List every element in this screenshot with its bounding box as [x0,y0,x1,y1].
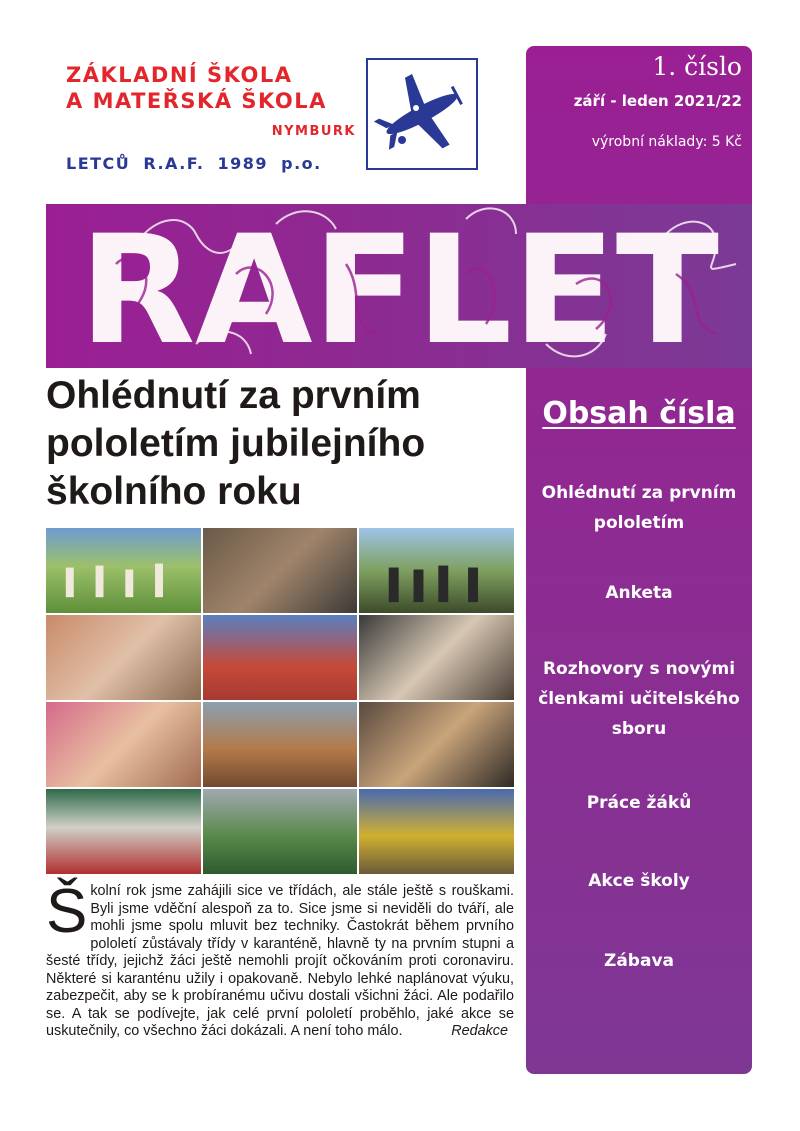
school-name-line2: A MATEŘSKÁ ŠKOLA [66,89,327,113]
masthead-banner [46,204,752,368]
photo-table-work [359,615,514,700]
issue-cost: výrobní náklady: 5 Kč [591,134,742,150]
airplane-icon [368,60,476,168]
toc-title: Obsah čísla [542,396,736,431]
toc-item-survey[interactable]: Anketa [605,583,673,603]
school-town: NYMBURK [271,124,356,139]
issue-number: 1. číslo [652,52,742,81]
photo-outdoor-group [46,528,201,613]
article-signature: Redakce [451,1023,508,1039]
photo-running-track [203,615,358,700]
toc-item-student-work[interactable]: Práce žáků [586,793,692,813]
photo-classroom-rows [203,702,358,787]
photo-outdoor-kids [359,528,514,613]
issue-date: září - leden 2021/22 [573,92,742,110]
toc-item-interviews[interactable]: Rozhovory s novými členkami učitelského sboru [538,659,740,739]
sidebar-panel [526,46,752,1074]
masthead-title: RAFLET [79,204,719,368]
photo-yellow-shirts [359,789,514,874]
toc-item-review[interactable]: Ohlédnutí za prvním pololetím [541,483,737,533]
photo-sports-field [203,789,358,874]
photo-girl-desk [46,702,201,787]
photo-collage [46,528,514,874]
photo-crafts [359,702,514,787]
school-name [66,62,356,114]
masthead-graphic [46,204,752,368]
school-subtitle: LETCŮ R.A.F. 1989 p.o. [66,154,322,173]
toc-item-school-events[interactable]: Akce školy [588,871,690,891]
article-text: kolní rok jsme zahájili sice ve třídách, ale stále ještě s rouškami. Byli jsme vděční alespoň za to. Sice jsme si neviděli do tváří, ale mohli jsme spolu mluvit bez techniky. Častokrát během prvního pololetí zůstávaly třídy v karanténě, hlavně ty na prvním stupni a šesté třídy, jejichž žáci ještě nemohli projít očkováním proti coronaviru. Některé si karanténu užily i opakovaně. Nebylo lehké naplánovat výuku, zabezpečit, aby se k probíranému učivu dostali všichni žáci. Ale podařilo se. A tak se podívejte, jak celé první pololetí proběhlo, jaké akce se uskutečnily, co všechno žáci dokázali. A není toho málo. [46,883,514,1039]
toc-item-fun[interactable]: Zábava [604,951,674,971]
article-dropcap: Š [46,877,88,946]
photo-st-nicholas [46,789,201,874]
article-body [46,877,514,1041]
school-logo [366,58,478,170]
article-headline: Ohlédnutí za prvním pololetím jubilejního školního roku [46,374,426,513]
photo-circle-game [203,528,358,613]
school-name-line1: ZÁKLADNÍ ŠKOLA [66,63,293,87]
photo-classroom-kids [46,615,201,700]
